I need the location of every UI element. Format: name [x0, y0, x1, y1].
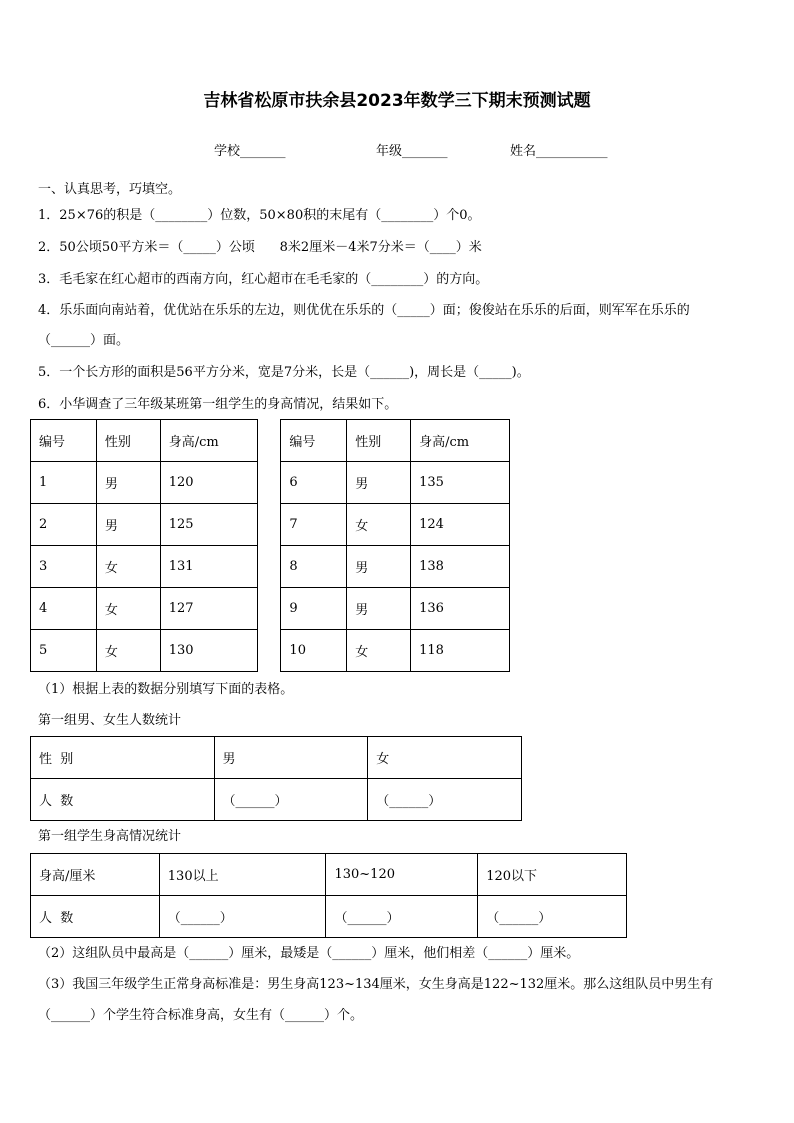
name-field: 姓名___________ — [510, 144, 608, 159]
table-cell: 135 — [411, 462, 510, 504]
table-cell: 138 — [411, 546, 510, 588]
table-cell: 136 — [411, 588, 510, 630]
table-cell: 130以上 — [159, 854, 326, 896]
table-cell: 男 — [96, 504, 160, 546]
section-heading: 一、认真思考，巧填空。 — [38, 182, 182, 197]
table-header-row — [31, 420, 510, 462]
table-cell: 男 — [214, 737, 368, 779]
table3-caption: 第一组学生身高情况统计 — [38, 829, 182, 844]
answer-cell[interactable]: （______） — [326, 896, 478, 938]
header-cell: 身高/cm — [160, 420, 257, 462]
answer-cell[interactable]: （______） — [214, 779, 368, 821]
table-cell: 性 别 — [31, 737, 215, 779]
table-row — [31, 737, 522, 779]
answer-cell[interactable]: （______） — [368, 779, 522, 821]
header-cell: 编号 — [281, 420, 347, 462]
table2-caption: 第一组男、女生人数统计 — [38, 713, 182, 728]
table-row — [31, 854, 627, 896]
question-6: 6．小华调查了三年级某班第一组学生的身高情况，结果如下。 — [38, 397, 398, 412]
table-cell: 女 — [96, 630, 160, 672]
table-cell: 120 — [160, 462, 257, 504]
sub-question-3-continued: （______）个学生符合标准身高，女生有（______）个。 — [38, 1008, 364, 1023]
question-4: 4．乐乐面向南站着，优优站在乐乐的左边，则优优在乐乐的（_____）面；俊俊站在乐乐的后面，则军军在乐乐的 — [38, 303, 690, 318]
header-cell: 性别 — [96, 420, 160, 462]
gender-count-table — [30, 736, 522, 821]
table-cell: 130~120 — [326, 854, 478, 896]
sub-question-2: （2）这组队员中最高是（______）厘米，最矮是（______）厘米，他们相差（______）厘米。 — [38, 946, 580, 961]
table-row — [31, 896, 627, 938]
table-cell: 男 — [96, 462, 160, 504]
table-cell: 男 — [347, 462, 411, 504]
question-5: 5．一个长方形的面积是56平方分米，宽是7分米，长是（______)，周长是（_____)。 — [38, 365, 530, 380]
table-cell: 女 — [96, 546, 160, 588]
table-cell: 131 — [160, 546, 257, 588]
question-2: 2．50公顷50平方米＝（_____）公顷 8米2厘米－4米7分米＝（____）米 — [38, 240, 482, 255]
table-cell: 130 — [160, 630, 257, 672]
table-cell: 10 — [281, 630, 347, 672]
question-3: 3．毛毛家在红心超市的西南方向，红心超市在毛毛家的（________）的方向。 — [38, 272, 489, 287]
table-cell: 125 — [160, 504, 257, 546]
table-cell: 女 — [347, 630, 411, 672]
answer-cell[interactable]: （______） — [478, 896, 627, 938]
table-cell: 男 — [347, 546, 411, 588]
header-cell: 性别 — [347, 420, 411, 462]
table-cell: 6 — [281, 462, 347, 504]
header-cell: 身高/cm — [411, 420, 510, 462]
height-data-table — [30, 419, 510, 672]
answer-cell[interactable]: （______） — [159, 896, 326, 938]
table-cell: 3 — [31, 546, 97, 588]
table-cell: 女 — [347, 504, 411, 546]
table-cell: 9 — [281, 588, 347, 630]
table-cell: 5 — [31, 630, 97, 672]
sub-question-3: （3）我国三年级学生正常身高标准是：男生身高123~134厘米，女生身高是122~132厘米。那么这组队员中男生有 — [38, 977, 714, 992]
table-cell: 127 — [160, 588, 257, 630]
table-gap — [257, 420, 281, 672]
table-cell: 124 — [411, 504, 510, 546]
height-range-table — [30, 853, 627, 938]
question-4-continued: （______）面。 — [38, 333, 130, 348]
table-cell: 4 — [31, 588, 97, 630]
table-cell: 男 — [347, 588, 411, 630]
table-cell: 人 数 — [31, 896, 160, 938]
table-cell: 2 — [31, 504, 97, 546]
page-title: 吉林省松原市扶余县2023年数学三下期末预测试题 — [203, 91, 591, 111]
grade-field: 年级_______ — [376, 144, 448, 159]
table-cell: 女 — [368, 737, 522, 779]
table-row — [31, 779, 522, 821]
sub-question-1: （1）根据上表的数据分别填写下面的表格。 — [38, 682, 294, 697]
table-cell: 8 — [281, 546, 347, 588]
table-cell: 120以下 — [478, 854, 627, 896]
table-cell: 人 数 — [31, 779, 215, 821]
table-cell: 身高/厘米 — [31, 854, 160, 896]
school-field: 学校_______ — [214, 144, 286, 159]
table-cell: 118 — [411, 630, 510, 672]
table-cell: 7 — [281, 504, 347, 546]
table-cell: 1 — [31, 462, 97, 504]
header-cell: 编号 — [31, 420, 97, 462]
table-cell: 女 — [96, 588, 160, 630]
question-1: 1．25×76的积是（________）位数，50×80积的末尾有（________）个0。 — [38, 208, 481, 223]
